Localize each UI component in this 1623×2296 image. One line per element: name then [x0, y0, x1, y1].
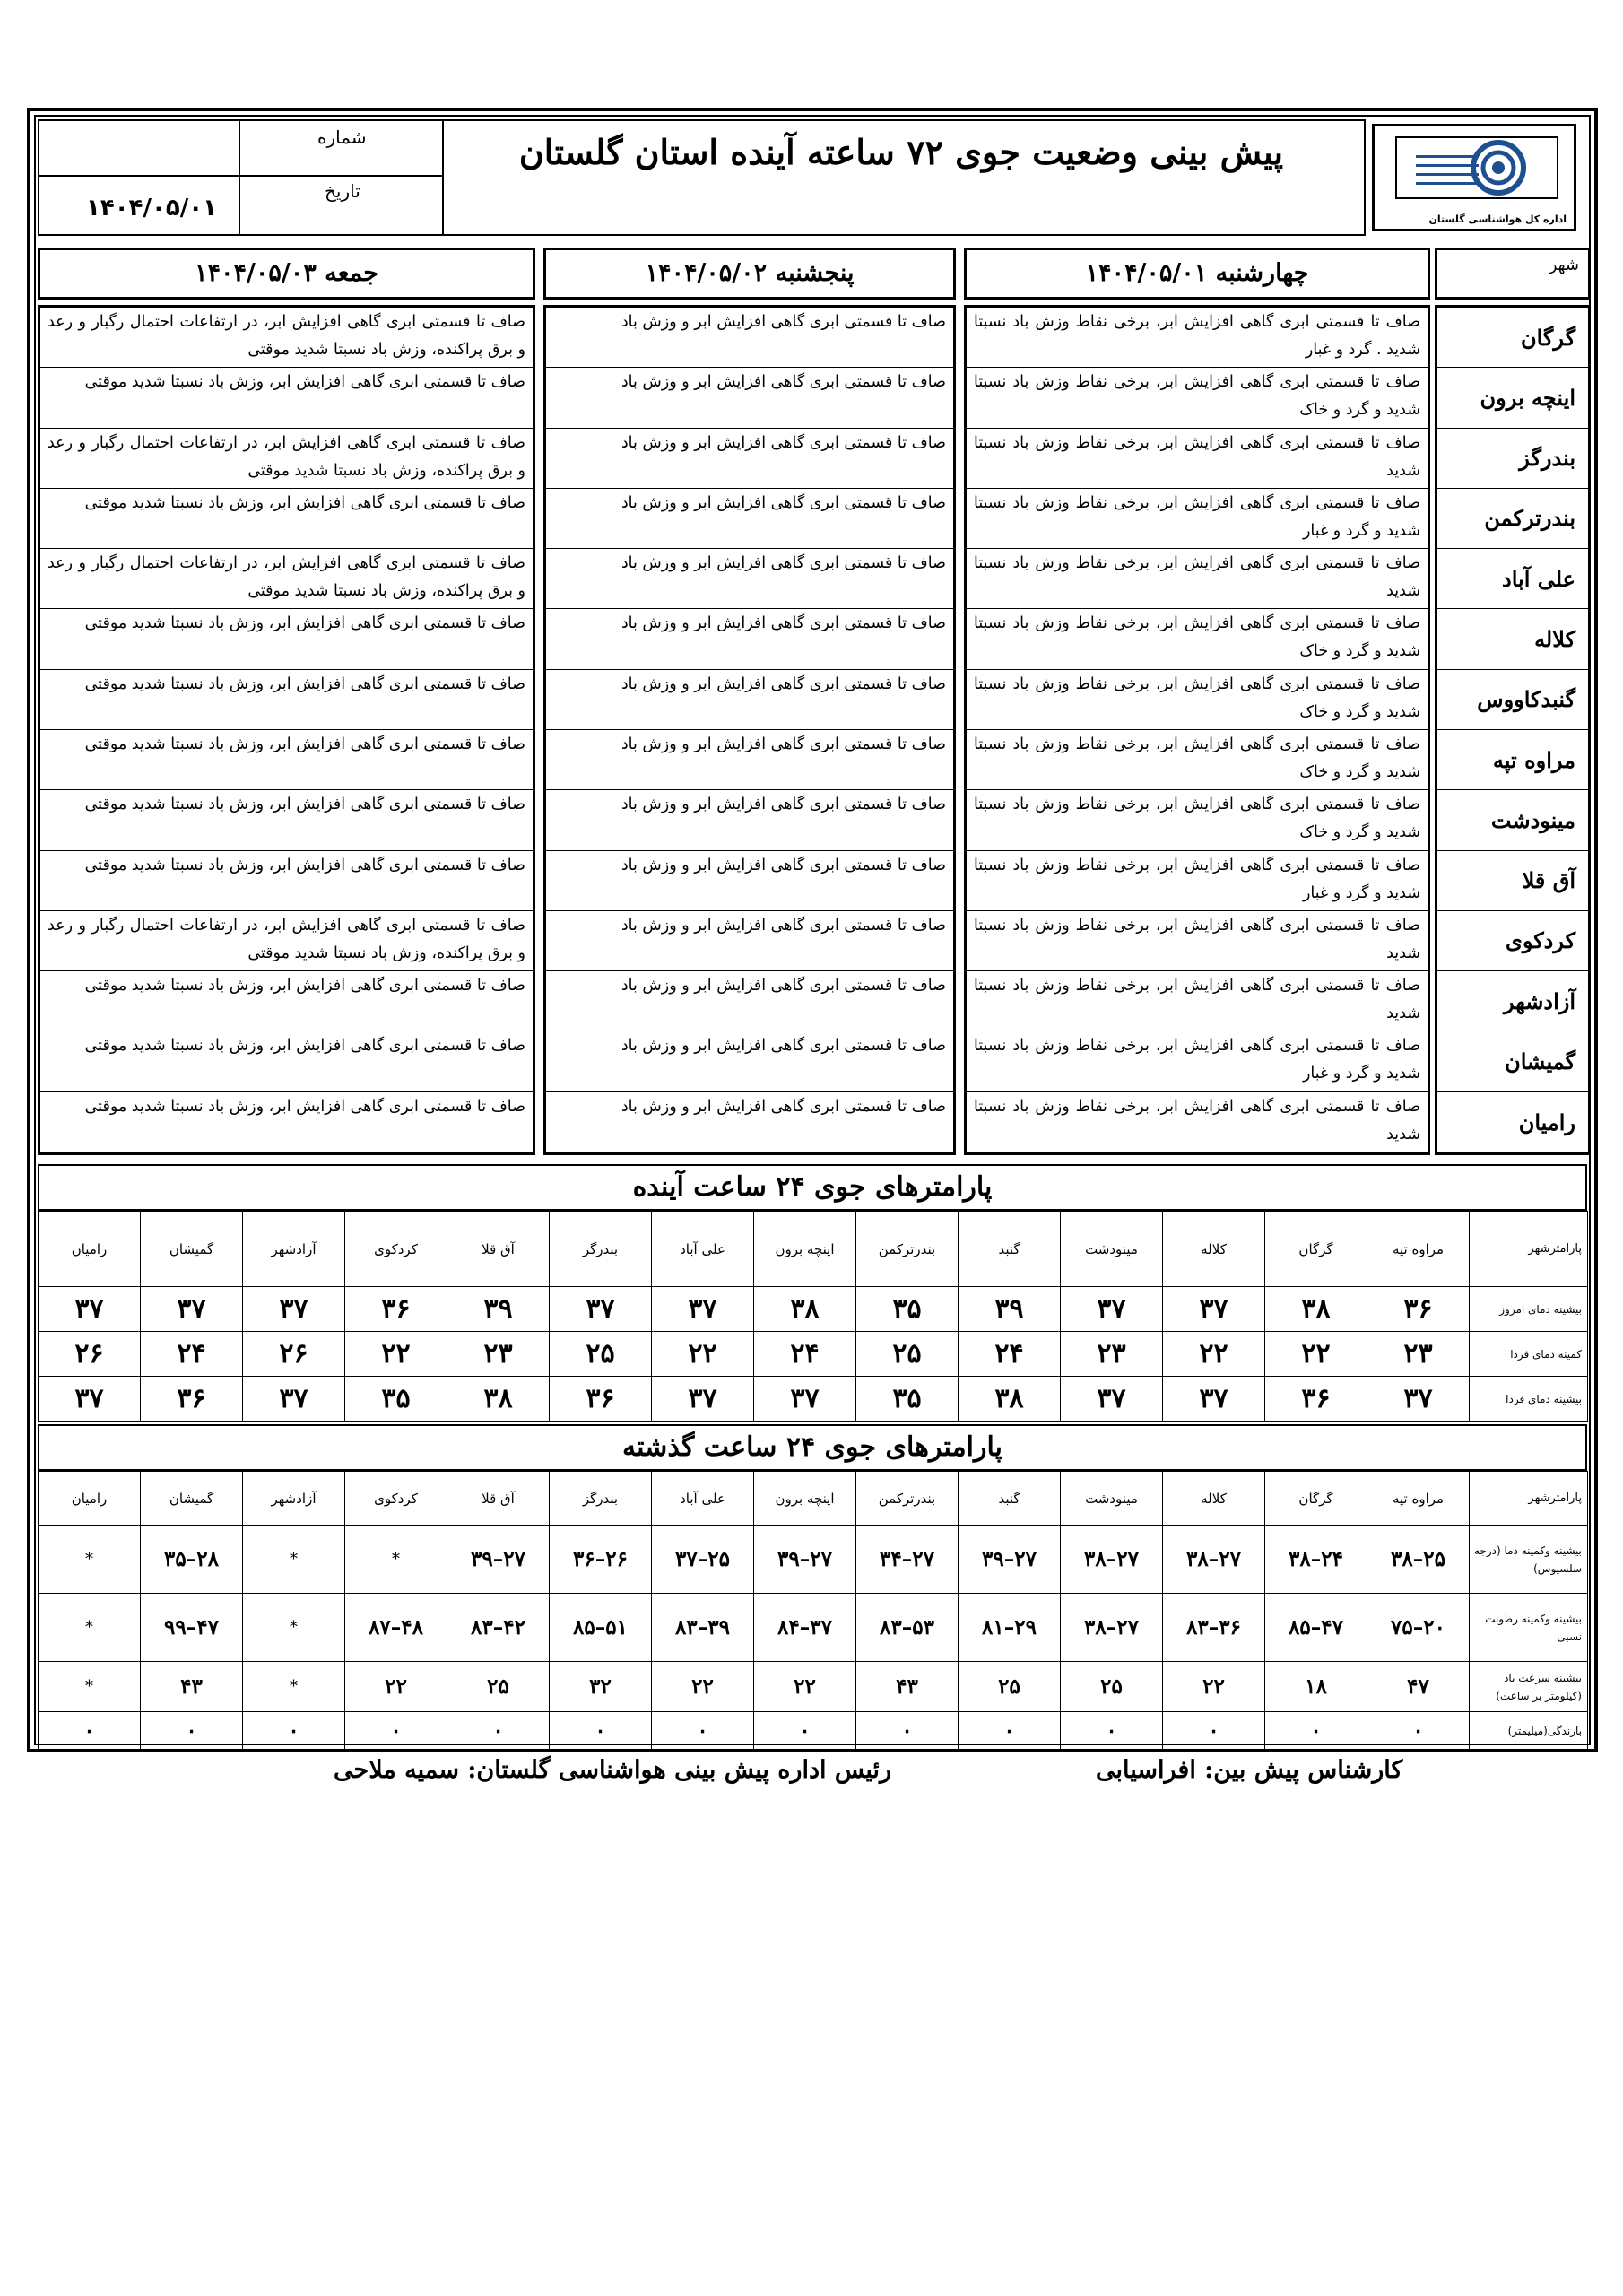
param-value: ۳۶	[1367, 1287, 1470, 1332]
param-value: *	[39, 1594, 141, 1662]
param-value: ۳۷	[1163, 1287, 1265, 1332]
param-value: ۰	[345, 1712, 447, 1750]
office-head: رئیس اداره پیش بینی هواشناسی گلستان: سمیه ملاحی	[334, 1756, 892, 1784]
param-value: *	[243, 1526, 345, 1594]
param-row-label: بیشینه وکمینه رطوبت نسبی	[1470, 1594, 1588, 1662]
forecast-cell-d3: صاف تا قسمتی ابری گاهی افزایش ابر، وزش باد نسبتا شدید موقتی	[40, 730, 533, 790]
param-value: ۲۳	[1061, 1332, 1163, 1377]
param-value: *	[39, 1526, 141, 1594]
forecast-cell-d3: صاف تا قسمتی ابری گاهی افزایش ابر، وزش باد نسبتا شدید موقتی	[40, 851, 533, 911]
next24-table	[38, 1211, 1588, 1422]
date-label: تاریخ	[325, 180, 360, 202]
logo	[1372, 124, 1576, 231]
param-value: ۰	[1367, 1712, 1470, 1750]
param-header-label: پارامترشهر	[1470, 1212, 1588, 1287]
param-value: ۳۶	[550, 1377, 652, 1422]
param-city-header: گرگان	[1265, 1212, 1367, 1287]
param-city-header: گرگان	[1265, 1472, 1367, 1526]
param-row-label: بیشینه دمای فردا	[1470, 1377, 1588, 1422]
forecast-cell-d1: صاف تا قسمتی ابری گاهی افزایش ابر، برخی نقاط وزش باد نسبتا شدید . گرد و غبار	[967, 308, 1428, 368]
city-name: گمیشان	[1437, 1031, 1588, 1091]
param-value: ۳۷	[1163, 1377, 1265, 1422]
param-city-header: مراوه تپه	[1367, 1212, 1470, 1287]
param-value: ۳۲	[550, 1662, 652, 1712]
param-value: ۲۲	[1265, 1332, 1367, 1377]
city-header: شهر	[1435, 248, 1591, 300]
header-number-date-box	[38, 119, 444, 236]
param-value: ۰	[1163, 1712, 1265, 1750]
next24-title: پارامترهای جوی ۲۴ ساعت آینده	[38, 1164, 1587, 1211]
day-header-3: جمعه ۱۴۰۴/۰۵/۰۳	[38, 248, 535, 300]
param-value: ۴۳	[141, 1662, 243, 1712]
param-city-header: بندرگز	[550, 1472, 652, 1526]
forecast-cell-d2: صاف تا قسمتی ابری گاهی افزایش ابر و وزش باد	[546, 790, 953, 850]
param-value: ۳۷	[39, 1377, 141, 1422]
param-value: ۵۳–۸۳	[856, 1594, 959, 1662]
forecast-cell-d2: صاف تا قسمتی ابری گاهی افزایش ابر و وزش باد	[621, 1097, 946, 1116]
param-value: ۲۴	[754, 1332, 856, 1377]
param-value: ۲۵–۳۸	[1367, 1526, 1470, 1594]
param-value: ۳۶	[1265, 1377, 1367, 1422]
forecast-cell-d3: صاف تا قسمتی ابری گاهی افزایش ابر، وزش باد نسبتا شدید موقتی	[84, 1097, 525, 1116]
param-city-header: کلاله	[1163, 1212, 1265, 1287]
param-value: ۲۲	[652, 1332, 754, 1377]
param-value: ۲۵–۳۷	[652, 1526, 754, 1594]
param-city-header: بندرترکمن	[856, 1212, 959, 1287]
city-name: بندرترکمن	[1437, 489, 1588, 549]
param-city-header: آق قلا	[447, 1472, 550, 1526]
param-value: ۳۷	[243, 1287, 345, 1332]
city-name: مراوه تپه	[1437, 730, 1588, 790]
param-value: *	[39, 1662, 141, 1712]
param-value: ۲۶	[243, 1332, 345, 1377]
param-value: ۲۵	[550, 1332, 652, 1377]
param-value: ۲۵	[447, 1662, 550, 1712]
param-city-header: کردکوی	[345, 1472, 447, 1526]
param-value: ۲۲	[652, 1662, 754, 1712]
city-name: گنبدکاووس	[1437, 670, 1588, 730]
param-value: ۲۷–۳۸	[1061, 1594, 1163, 1662]
param-value: ۲۲	[345, 1332, 447, 1377]
forecast-cell-d1: صاف تا قسمتی ابری گاهی افزایش ابر، برخی نقاط وزش باد نسبتا شدید	[967, 429, 1428, 489]
forecast-cell-d1: صاف تا قسمتی ابری گاهی افزایش ابر، برخی نقاط وزش باد نسبتا شدید	[974, 1097, 1420, 1144]
param-value: ۲۴	[141, 1332, 243, 1377]
param-value: ۲۲	[754, 1662, 856, 1712]
param-value: ۳۷	[141, 1287, 243, 1332]
param-value: ۰	[1061, 1712, 1163, 1750]
forecast-cell-d1: صاف تا قسمتی ابری گاهی افزایش ابر، برخی نقاط وزش باد نسبتا شدید و گرد و غبار	[967, 851, 1428, 911]
param-value: ۳۵	[345, 1377, 447, 1422]
param-city-header: مینودشت	[1061, 1212, 1163, 1287]
forecast-cell-d3: صاف تا قسمتی ابری گاهی افزایش ابر، در ارتفاعات احتمال رگبار و رعد و برق پراکنده، وزش باد نسبتا شدید موقتی	[40, 429, 533, 489]
param-value: ۲۵	[1061, 1662, 1163, 1712]
number-label: شماره	[317, 126, 367, 148]
forecast-cell-d1: صاف تا قسمتی ابری گاهی افزایش ابر، برخی نقاط وزش باد نسبتا شدید	[967, 911, 1428, 971]
param-value: ۲۲	[345, 1662, 447, 1712]
param-value: ۳۵	[856, 1377, 959, 1422]
forecast-cell-d3: صاف تا قسمتی ابری گاهی افزایش ابر، در ارتفاعات احتمال رگبار و رعد و برق پراکنده، وزش باد نسبتا شدید موقتی	[40, 549, 533, 609]
forecast-cell-d2: صاف تا قسمتی ابری گاهی افزایش ابر و وزش باد	[546, 308, 953, 368]
param-value: ۲۵	[959, 1662, 1061, 1712]
param-value: ۳۹	[959, 1287, 1061, 1332]
param-header-label: پارامترشهر	[1470, 1472, 1588, 1526]
forecast-cell-d3: صاف تا قسمتی ابری گاهی افزایش ابر، وزش باد نسبتا شدید موقتی	[40, 609, 533, 669]
param-value: ۲۹–۸۱	[959, 1594, 1061, 1662]
param-row-label: کمینه دمای فردا	[1470, 1332, 1588, 1377]
day-header-1: چهارشنبه ۱۴۰۴/۰۵/۰۱	[964, 248, 1430, 300]
param-value: ۳۶–۸۳	[1163, 1594, 1265, 1662]
forecast-cell-d1: صاف تا قسمتی ابری گاهی افزایش ابر، برخی نقاط وزش باد نسبتا شدید	[967, 549, 1428, 609]
param-value: ۳۸	[754, 1287, 856, 1332]
param-value: ۲۵	[856, 1332, 959, 1377]
forecast-cell-d2: صاف تا قسمتی ابری گاهی افزایش ابر و وزش باد	[546, 609, 953, 669]
param-value: ۳۷	[1061, 1377, 1163, 1422]
param-value: ۰	[652, 1712, 754, 1750]
forecast-cell-d3: صاف تا قسمتی ابری گاهی افزایش ابر، وزش باد نسبتا شدید موقتی	[40, 790, 533, 850]
param-value: ۲۴	[959, 1332, 1061, 1377]
param-value: ۴۷–۸۵	[1265, 1594, 1367, 1662]
param-value: ۲۷–۳۴	[856, 1526, 959, 1594]
forecast-cell-d3: صاف تا قسمتی ابری گاهی افزایش ابر، در ارتفاعات احتمال رگبار و رعد و برق پراکنده، وزش باد نسبتا شدید موقتی	[40, 308, 533, 368]
day-header-2: پنجشنبه ۱۴۰۴/۰۵/۰۲	[543, 248, 956, 300]
param-value: ۳۷	[652, 1377, 754, 1422]
param-value: ۰	[447, 1712, 550, 1750]
param-value: ۰	[141, 1712, 243, 1750]
param-value: ۲۳	[1367, 1332, 1470, 1377]
param-value: ۴۷–۹۹	[141, 1594, 243, 1662]
param-value: ۳۸	[959, 1377, 1061, 1422]
param-city-header: رامیان	[39, 1212, 141, 1287]
param-value: ۰	[1265, 1712, 1367, 1750]
param-value: ۳۷	[754, 1377, 856, 1422]
forecast-column-day2	[543, 305, 956, 1155]
param-city-header: رامیان	[39, 1472, 141, 1526]
param-value: ۴۳	[856, 1662, 959, 1712]
param-value: ۰	[754, 1712, 856, 1750]
city-name: اینچه برون	[1437, 368, 1588, 428]
date-value: ۱۴۰۴/۰۵/۰۱	[86, 195, 217, 222]
city-name: رامیان	[1518, 1109, 1575, 1135]
param-city-header: کلاله	[1163, 1472, 1265, 1526]
param-city-header: علی آباد	[652, 1472, 754, 1526]
param-value: ۳۷	[1367, 1377, 1470, 1422]
forecast-cell-d2: صاف تا قسمتی ابری گاهی افزایش ابر و وزش باد	[546, 730, 953, 790]
city-name: علی آباد	[1437, 549, 1588, 609]
forecast-cell-d2: صاف تا قسمتی ابری گاهی افزایش ابر و وزش باد	[546, 429, 953, 489]
param-city-header: علی آباد	[652, 1212, 754, 1287]
forecast-cell-d1: صاف تا قسمتی ابری گاهی افزایش ابر، برخی نقاط وزش باد نسبتا شدید و گرد و خاک	[967, 730, 1428, 790]
param-value: ۱۸	[1265, 1662, 1367, 1712]
param-city-header: آزادشهر	[243, 1212, 345, 1287]
param-value: ۳۸	[1265, 1287, 1367, 1332]
param-city-header: آق قلا	[447, 1212, 550, 1287]
forecast-cell-d3: صاف تا قسمتی ابری گاهی افزایش ابر، وزش باد نسبتا شدید موقتی	[40, 971, 533, 1031]
param-value: ۲۷–۳۹	[959, 1526, 1061, 1594]
param-value: ۰	[856, 1712, 959, 1750]
param-value: ۳۵	[856, 1287, 959, 1332]
param-value: ۲۲	[1163, 1332, 1265, 1377]
param-value: ۲۶–۳۶	[550, 1526, 652, 1594]
param-value: ۲۷–۳۹	[754, 1526, 856, 1594]
forecast-cell-d3: صاف تا قسمتی ابری گاهی افزایش ابر، در ارتفاعات احتمال رگبار و رعد و برق پراکنده، وزش باد نسبتا شدید موقتی	[40, 911, 533, 971]
param-city-header: اینچه برون	[754, 1472, 856, 1526]
param-row-label: بارندگی(میلیمتر)	[1470, 1712, 1588, 1750]
param-value: ۴۲–۸۳	[447, 1594, 550, 1662]
param-value: ۲۸–۳۵	[141, 1526, 243, 1594]
param-value: ۰	[39, 1712, 141, 1750]
param-city-header: گنبد	[959, 1472, 1061, 1526]
param-value: ۳۷	[550, 1287, 652, 1332]
forecast-cell-d1: صاف تا قسمتی ابری گاهی افزایش ابر، برخی نقاط وزش باد نسبتا شدید و گرد و خاک	[967, 670, 1428, 730]
param-city-header: گمیشان	[141, 1212, 243, 1287]
param-value: ۳۹	[447, 1287, 550, 1332]
forecast-cell-d3: صاف تا قسمتی ابری گاهی افزایش ابر، وزش باد نسبتا شدید موقتی	[40, 1031, 533, 1091]
forecast-cell-d3: صاف تا قسمتی ابری گاهی افزایش ابر، وزش باد نسبتا شدید موقتی	[40, 670, 533, 730]
forecast-cell-d2: صاف تا قسمتی ابری گاهی افزایش ابر و وزش باد	[546, 971, 953, 1031]
param-value: ۳۷	[1061, 1287, 1163, 1332]
param-value: ۰	[550, 1712, 652, 1750]
param-value: ۳۷	[39, 1287, 141, 1332]
param-value: *	[243, 1594, 345, 1662]
forecast-cell-d2: صاف تا قسمتی ابری گاهی افزایش ابر و وزش باد	[546, 489, 953, 549]
forecast-cell-d2: صاف تا قسمتی ابری گاهی افزایش ابر و وزش باد	[546, 549, 953, 609]
param-value: *	[345, 1526, 447, 1594]
param-value: ۲۷–۳۸	[1061, 1526, 1163, 1594]
param-value: ۳۹–۸۳	[652, 1594, 754, 1662]
forecast-cell-d2: صاف تا قسمتی ابری گاهی افزایش ابر و وزش باد	[546, 911, 953, 971]
param-value: ۰	[243, 1712, 345, 1750]
forecast-cell-d1: صاف تا قسمتی ابری گاهی افزایش ابر، برخی نقاط وزش باد نسبتا شدید و گرد و غبار	[967, 489, 1428, 549]
forecast-cell-d2: صاف تا قسمتی ابری گاهی افزایش ابر و وزش باد	[546, 670, 953, 730]
city-name: کلاله	[1437, 609, 1588, 669]
forecast-column-day3	[38, 305, 535, 1155]
city-name: کردکوی	[1437, 911, 1588, 971]
forecast-expert: کارشناس پیش بین: افراسیابی	[1096, 1756, 1403, 1784]
param-value: ۲۳	[447, 1332, 550, 1377]
city-name: آزادشهر	[1437, 971, 1588, 1031]
param-value: ۳۷–۸۴	[754, 1594, 856, 1662]
forecast-cell-d2: صاف تا قسمتی ابری گاهی افزایش ابر و وزش باد	[546, 851, 953, 911]
forecast-cell-d3: صاف تا قسمتی ابری گاهی افزایش ابر، وزش باد نسبتا شدید موقتی	[40, 489, 533, 549]
city-name: گرگان	[1437, 308, 1588, 368]
param-city-header: بندرترکمن	[856, 1472, 959, 1526]
past24-title: پارامترهای جوی ۲۴ ساعت گذشته	[38, 1424, 1587, 1471]
forecast-cell-d3: صاف تا قسمتی ابری گاهی افزایش ابر، وزش باد نسبتا شدید موقتی	[40, 368, 533, 428]
forecast-cell-d2: صاف تا قسمتی ابری گاهی افزایش ابر و وزش باد	[546, 368, 953, 428]
param-city-header: مینودشت	[1061, 1472, 1163, 1526]
param-city-header: مراوه تپه	[1367, 1472, 1470, 1526]
param-row-label: بیشینه وکمینه دما (درجه سلسیوس)	[1470, 1526, 1588, 1594]
param-value: *	[243, 1662, 345, 1712]
logo-caption: اداره کل هواشناسی گلستان	[1428, 213, 1567, 225]
param-value: ۲۶	[39, 1332, 141, 1377]
param-value: ۴۷	[1367, 1662, 1470, 1712]
param-value: ۳۷	[652, 1287, 754, 1332]
param-city-header: بندرگز	[550, 1212, 652, 1287]
forecast-cell-d1: صاف تا قسمتی ابری گاهی افزایش ابر، برخی نقاط وزش باد نسبتا شدید و گرد و غبار	[967, 1031, 1428, 1091]
city-column	[1435, 305, 1591, 1155]
param-city-header: گمیشان	[141, 1472, 243, 1526]
param-value: ۲۴–۳۸	[1265, 1526, 1367, 1594]
param-value: ۳۷	[243, 1377, 345, 1422]
forecast-cell-d1: صاف تا قسمتی ابری گاهی افزایش ابر، برخی نقاط وزش باد نسبتا شدید و گرد و خاک	[967, 609, 1428, 669]
past24-table	[38, 1471, 1588, 1750]
param-value: ۰	[959, 1712, 1061, 1750]
param-value: ۳۸	[447, 1377, 550, 1422]
forecast-column-day1	[964, 305, 1430, 1155]
param-row-label: بیشینه دمای امروز	[1470, 1287, 1588, 1332]
param-value: ۲۲	[1163, 1662, 1265, 1712]
param-value: ۲۷–۳۹	[447, 1526, 550, 1594]
city-name: بندرگز	[1437, 429, 1588, 489]
param-value: ۵۱–۸۵	[550, 1594, 652, 1662]
param-value: ۴۸–۸۷	[345, 1594, 447, 1662]
param-city-header: اینچه برون	[754, 1212, 856, 1287]
param-city-header: گنبد	[959, 1212, 1061, 1287]
param-value: ۳۶	[345, 1287, 447, 1332]
param-row-label: بیشینه سرعت باد (کیلومتر بر ساعت)	[1470, 1662, 1588, 1712]
param-city-header: آزادشهر	[243, 1472, 345, 1526]
forecast-cell-d1: صاف تا قسمتی ابری گاهی افزایش ابر، برخی نقاط وزش باد نسبتا شدید	[967, 971, 1428, 1031]
param-value: ۲۰–۷۵	[1367, 1594, 1470, 1662]
forecast-cell-d1: صاف تا قسمتی ابری گاهی افزایش ابر، برخی نقاط وزش باد نسبتا شدید و گرد و خاک	[967, 368, 1428, 428]
param-value: ۲۷–۳۸	[1163, 1526, 1265, 1594]
city-name: مینودشت	[1437, 790, 1588, 850]
city-name: آق قلا	[1437, 851, 1588, 911]
forecast-cell-d1: صاف تا قسمتی ابری گاهی افزایش ابر، برخی نقاط وزش باد نسبتا شدید و گرد و خاک	[967, 790, 1428, 850]
page-title: پیش بینی وضعیت جوی ۷۲ ساعته آینده استان گلستان	[518, 132, 1284, 172]
forecast-cell-d2: صاف تا قسمتی ابری گاهی افزایش ابر و وزش باد	[546, 1031, 953, 1091]
param-value: ۳۶	[141, 1377, 243, 1422]
param-city-header: کردکوی	[345, 1212, 447, 1287]
logo-emblem-icon	[1380, 130, 1572, 213]
